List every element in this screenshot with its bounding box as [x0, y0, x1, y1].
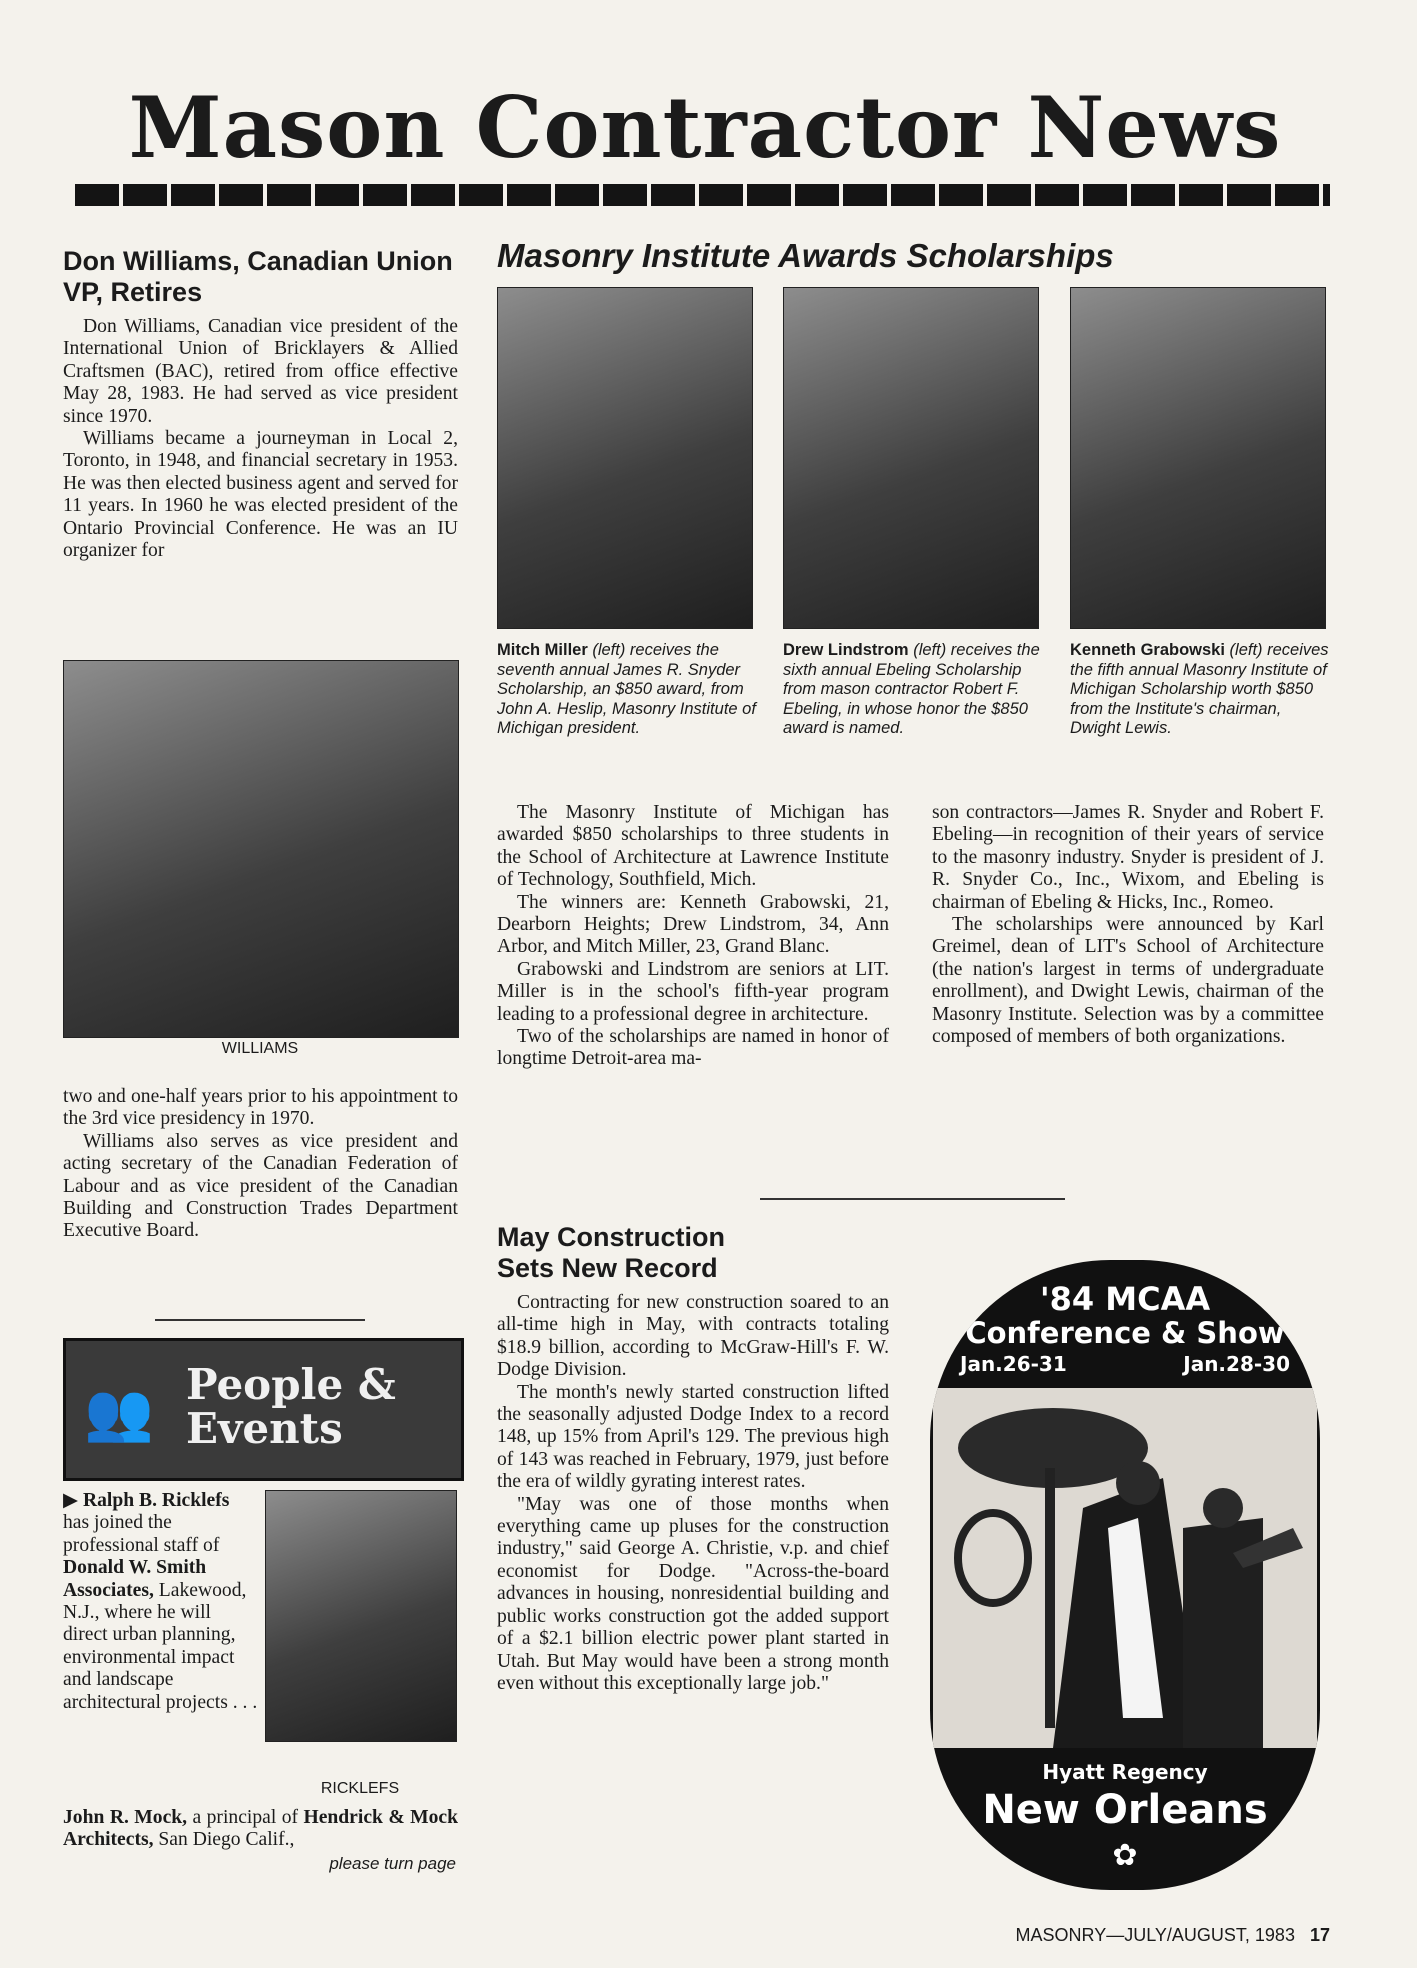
article-williams-cont: [63, 1086, 458, 1243]
mcaa-ad: [930, 1260, 1320, 1890]
lindstrom-photo: [783, 287, 1039, 629]
org-name: Hendrick & Mock Architects,: [63, 1807, 458, 1851]
ad-date-right: Jan.28-30: [1183, 1352, 1290, 1376]
headline-scholarships: Masonry Institute Awards Scholarships: [497, 237, 1114, 274]
jazz-band-illustration: [933, 1388, 1317, 1748]
paragraph: Williams became a journeyman in Local 2, Toronto, in 1948, and financial secretary in 1953. He was then elected business agent and served for 11 years. In 1960 he was elected president of the Ontario Provincial Conference. He was an IU organizer for: [63, 428, 458, 562]
caption-text: (left) receives the fifth annual Masonry Institute of Michigan Scholarship worth $850 from the Institute's chairman, Dwight Lewis.: [1070, 641, 1329, 737]
continued-note: please turn page: [329, 1854, 456, 1873]
grabowski-photo: [1070, 287, 1326, 629]
article-may-construction: [497, 1222, 889, 1695]
headline-williams: Don Williams, Canadian Union VP, Retires: [63, 246, 453, 307]
scholarships-col2: [932, 802, 1324, 1048]
miller-caption: [497, 641, 759, 739]
lindstrom-caption: [783, 641, 1045, 739]
people-icon: 👥: [84, 1380, 154, 1445]
caption-name: Kenneth Grabowski: [1070, 641, 1225, 659]
ad-venue: Hyatt Regency: [1042, 1760, 1208, 1784]
caption-text: (left) receives the seventh annual James R. Snyder Scholarship, an $850 award, from John A. Heslip, Masonry Institute of Michigan president.: [497, 641, 756, 737]
caption-name: Drew Lindstrom: [783, 641, 909, 659]
scholarships-col1: [497, 802, 889, 1071]
page-footer: [960, 1925, 1330, 1946]
person-name: John R. Mock,: [63, 1807, 188, 1828]
ad-line1: '84 MCAA: [1039, 1280, 1211, 1318]
paragraph: Williams also serves as vice president and acting secretary of the Canadian Federation of Labour and as vice president of the Canadian Building and Construction Trades Department Executive Board.: [63, 1130, 458, 1242]
paragraph: son contractors—James R. Snyder and Robert F. Ebeling—in recognition of their years of service to the masonry industry. Snyder is president of J. R. Snyder Co., Inc., Wixom, and Ebeling is chairman of Ebeling & Hicks, Inc., Romeo.: [932, 802, 1324, 913]
text: Lakewood, N.J., where he will direct urban planning, environmental impact and landscape architectural projects . . .: [63, 1579, 258, 1713]
org-name: Donald W. Smith Associates,: [63, 1557, 207, 1601]
paragraph: The month's newly started construction lifted the seasonally adjusted Dodge Index to a record 148, up 15% from April's 129. The previous high of 143 was reached in February, 1979, just before the era of wildly gyrating interest rates.: [497, 1381, 889, 1493]
divider: [155, 1319, 365, 1321]
person-name: Ralph B. Ricklefs: [82, 1490, 230, 1511]
title-line: People &: [186, 1360, 396, 1409]
paragraph: Don Williams, Canadian vice president of the International Union of Bricklayers & Allied Craftsmen (BAC), retired from office effective May 28, 1983. He had served as vice president since 1970.: [63, 316, 458, 427]
ad-logo-icon: ✿: [1112, 1838, 1138, 1873]
text: has joined the professional staff of: [63, 1512, 220, 1556]
divider: [760, 1198, 1065, 1200]
grabowski-caption: [1070, 641, 1332, 739]
paragraph: The winners are: Kenneth Grabowski, 21, Dearborn Heights; Drew Lindstrom, 34, Ann Arbor, and Mitch Miller, 23, Grand Blanc.: [497, 891, 889, 958]
paragraph: two and one-half years prior to his appointment to the 3rd vice presidency in 1970.: [63, 1086, 458, 1130]
text: San Diego Calif.,: [153, 1829, 295, 1851]
williams-photo: [63, 660, 459, 1038]
text: a principal of: [187, 1807, 304, 1828]
people-events-title: [186, 1360, 396, 1453]
williams-caption: WILLIAMS: [221, 1040, 299, 1057]
masthead-title: Mason Contractor News: [128, 78, 1282, 177]
paragraph: The scholarships were announced by Karl Greimel, dean of LIT's School of Architecture (the nation's largest in terms of undergraduate enrollment), and Dwight Lewis, chairman of the Masonry Institute. Selection was by a committee composed of members of both organizations.: [932, 914, 1324, 1048]
title-line: Events: [186, 1404, 343, 1453]
people-events-item2: [63, 1807, 458, 1852]
arrow-icon: ▶: [63, 1490, 83, 1511]
paragraph: "May was one of those months when everything came up pluses for the construction industry," said George A. Christie, v.p. and chief economist for Dodge. "Across-the-board advances in housing, nonresidential building and public works construction got the added support of a $2.1 billion electric power plant started in Utah. But May would have been a strong month even without this exceptionally large job.": [497, 1493, 889, 1694]
caption-name: Mitch Miller: [497, 641, 588, 659]
paragraph: The Masonry Institute of Michigan has awarded $850 scholarships to three students in the School of Architecture at Lawrence Institute of Technology, Southfield, Mich.: [497, 802, 889, 891]
headline-may-construction: May Construction Sets New Record: [497, 1222, 726, 1283]
page-number: 17: [1309, 1925, 1330, 1945]
paragraph: Grabowski and Lindstrom are seniors at LIT. Miller is in the school's fifth-year program leading to a professional degree in architecture.: [497, 958, 889, 1025]
ricklefs-photo: [265, 1490, 457, 1742]
ad-date-left: Jan.26-31: [960, 1352, 1067, 1376]
paragraph: [63, 1807, 458, 1852]
ricklefs-caption: RICKLEFS: [320, 1780, 400, 1797]
masthead-rule: [75, 184, 1330, 206]
article-williams: [63, 246, 458, 562]
people-events-banner: [63, 1338, 464, 1481]
paragraph: [63, 1490, 258, 1714]
ad-city: New Orleans: [982, 1787, 1268, 1833]
ad-line2: Conference & Show: [965, 1316, 1285, 1350]
paragraph: Two of the scholarships are named in honor of longtime Detroit-area ma-: [497, 1026, 889, 1070]
miller-photo: [497, 287, 753, 629]
people-events-item1: [63, 1490, 258, 1714]
paragraph: Contracting for new construction soared to an all-time high in May, with contracts totaling $18.9 billion, according to McGraw-Hill's F. W. Dodge Division.: [497, 1292, 889, 1381]
caption-text: (left) receives the sixth annual Ebeling Scholarship from mason contractor Robert F. Ebeling, in whose honor the $850 award is named.: [783, 641, 1040, 737]
footer-text: MASONRY—JULY/AUGUST, 1983: [1015, 1925, 1295, 1945]
